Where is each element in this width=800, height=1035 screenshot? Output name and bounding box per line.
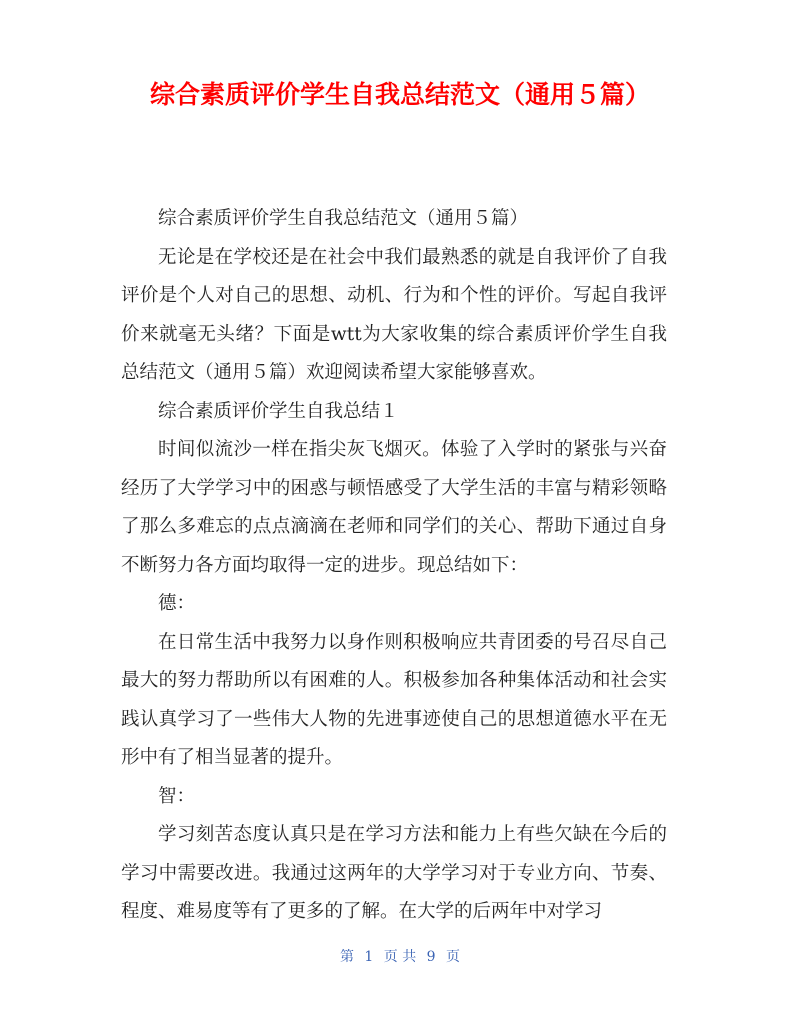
- footer-middle: 页 共: [383, 949, 417, 965]
- section-heading-1: 综合素质评价学生自我总结１: [158, 400, 399, 422]
- heading-zhi: 智：: [158, 785, 196, 807]
- document-body: [121, 200, 667, 932]
- document-title: 综合素质评价学生自我总结范文（通用５篇）: [149, 80, 650, 109]
- footer-total-pages: 9: [426, 949, 436, 965]
- paragraph-subtitle: 综合素质评价学生自我总结范文（通用５篇）: [158, 208, 529, 229]
- footer-prefix: 第: [339, 949, 354, 965]
- footer-suffix: 页: [446, 949, 461, 965]
- footer-page-number: 1: [364, 949, 374, 965]
- paragraph-intro: 无论是在学校还是在社会中我们最熟悉的就是自我评价了自我评价是个人对自己的思想、动机、行为和个性的评价。写起自我评价来就毫无头绪？下面是wtt为大家收集的综合素质评价学生自我总结范文（通用５篇）欢迎阅读希望大家能够喜欢。: [121, 246, 667, 383]
- paragraph-de: 在日常生活中我努力以身作则积极响应共青团委的号召尽自己最大的努力帮助所以有困难的人。积极参加各种集体活动和社会实践认真学习了一些伟大人物的先进事迹使自己的思想道德水平在无形中有了相当显著的提升。: [121, 631, 667, 768]
- heading-de: 德：: [158, 593, 196, 614]
- paragraph-zhi: 学习刻苦态度认真只是在学习方法和能力上有些欠缺在今后的学习中需要改进。我通过这两年的大学学习对于专业方向、节奏、程度、难易度等有了更多的了解。在大学的后两年中对学习: [121, 824, 667, 922]
- page-footer: [0, 947, 800, 967]
- paragraph-section-1: 时间似流沙一样在指尖灰飞烟灭。体验了入学时的紧张与兴奋经历了大学学习中的困惑与顿悟感受了大学生活的丰富与精彩领略了那么多难忘的点点滴滴在老师和同学们的关心、帮助下通过自身不断努力各方面均取得一定的进步。现总结如下：: [121, 439, 667, 576]
